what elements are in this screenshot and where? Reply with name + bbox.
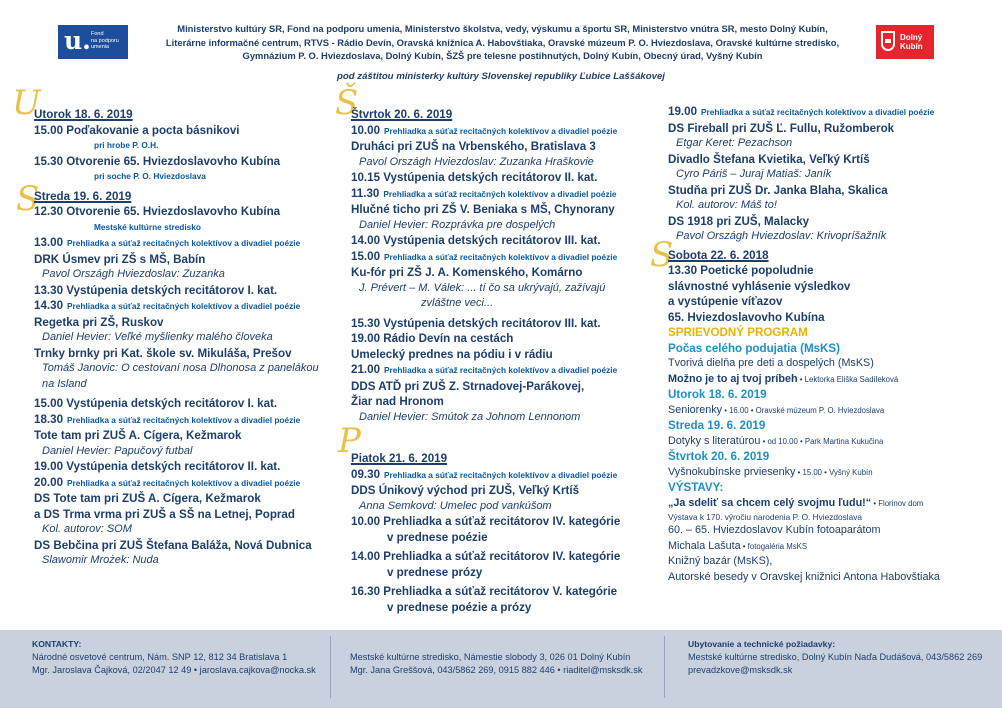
program-column-1 xyxy=(34,104,334,569)
program-line: slávnostné vyhlásenie výsledkov xyxy=(668,279,851,293)
program-line: DRK Úsmev pri ZŠ s MŠ, Babín xyxy=(34,252,206,266)
event-detail: • Lektorka Eliška Sadíleková xyxy=(797,374,899,384)
program-line: na Island xyxy=(42,377,87,390)
program-line: 60. – 65. Hviezdoslavov Kubín fotoaparátom xyxy=(668,524,881,536)
program-line: 10.00 Prehliadka a súťaž recitátorov IV. kategórie xyxy=(351,515,621,528)
program-line xyxy=(668,104,993,121)
program-line: Pavol Országh Hviezdoslav: Krivopríšažník xyxy=(676,230,887,242)
program-line xyxy=(34,235,334,252)
decorative-letter-s-icon: S xyxy=(650,235,674,275)
program-note: Prehliadka a súťaž recitačných kolektívov a divadiel poézie xyxy=(384,251,618,262)
program-line xyxy=(668,372,993,388)
program-note: Prehliadka a súťaž recitačných kolektívov a divadiel poézie xyxy=(67,414,301,425)
time: 10.00 xyxy=(351,123,381,137)
footer-divider xyxy=(330,636,331,698)
program-note: Prehliadka a súťaž recitačných kolektívov a divadiel poézie xyxy=(701,107,935,117)
program-line: v prednese prózy xyxy=(387,565,483,579)
program-line: 13.30 Poetické popoludnie xyxy=(668,264,814,277)
program-line: Pavol Országh Hviezdoslav: Zuzanka Hraškovie xyxy=(359,155,594,168)
program-line: SPRIEVODNÝ PROGRAM xyxy=(668,326,808,339)
footer-divider xyxy=(664,636,665,698)
program-line: DS 1918 pri ZUŠ, Malacky xyxy=(668,214,810,228)
program-line: Trnky brnky pri Kat. škole sv. Mikuláša, Prešov xyxy=(34,346,292,360)
program-line: Tvorivá dielňa pre deti a dospelých (MsKS) xyxy=(668,357,874,369)
program-line: 19.00 Rádio Devín na cestách xyxy=(351,332,514,345)
decorative-letter-u-icon: U xyxy=(12,83,41,123)
event-name: „Ja sdeliť sa chcem celý svojmu ľudu!“ xyxy=(668,496,872,509)
time: 14.30 xyxy=(34,299,64,312)
program-line: VÝSTAVY: xyxy=(668,481,724,494)
event-detail: • 16.00 • Oravské múzeum P. O. Hviezdoslava xyxy=(722,405,885,415)
program-line: 10.15 Vystúpenia detských recitátorov II. kat. xyxy=(351,171,598,184)
program-line: DDS Únikový východ pri ZUŠ, Veľký Krtíš xyxy=(351,484,580,497)
event-detail: • fotogaléria MsKS xyxy=(740,541,808,551)
program-line xyxy=(351,249,661,266)
program-line xyxy=(34,298,334,315)
day-heading: Utorok 18. 6. 2019 xyxy=(34,108,133,121)
program-line: Etgar Keret: Pezachson xyxy=(676,137,793,149)
event-name: Vyšnokubínske prviesenky xyxy=(668,465,796,478)
program-line xyxy=(351,123,661,140)
program-note: Prehliadka a súťaž recitačných kolektívov a divadiel poézie xyxy=(384,125,618,136)
event-name: Michala Lašuta xyxy=(668,539,741,552)
footer-contacts-left: KONTAKTY: Národné osvetové centrum, Nám. SNP 12, 812 34 Bratislava 1 Mgr. Jaroslava Čajková, 02/2047 12 49 • jaroslava.cajkova@nocka.sk xyxy=(32,639,316,675)
program-line xyxy=(668,434,993,450)
program-line: 14.00 Vystúpenia detských recitátorov III. kat. xyxy=(351,234,601,247)
program-line: 15.00 Poďakovanie a pocta básnikovi xyxy=(34,123,240,137)
program-line: Daniel Hevier: Veľké myšlienky malého človeka xyxy=(42,331,273,343)
program-line: Počas celého podujatia (MsKS) xyxy=(668,341,841,355)
program-line: Umelecký prednes na pódiu i v rádiu xyxy=(351,347,553,361)
program-line: Žiar nad Hronom xyxy=(351,395,444,408)
time: 11.30 xyxy=(351,186,380,200)
program-line: pri soche P. O. Hviezdoslava xyxy=(94,171,206,181)
decorative-letter-s-icon: S xyxy=(16,179,40,219)
program-note: Prehliadka a súťaž recitačných kolektívov a divadiel poézie xyxy=(383,188,617,199)
program-line: Pavol Országh Hviezdoslav: Zuzanka xyxy=(42,268,225,280)
footer-contacts xyxy=(0,630,1002,708)
program-line: 14.00 Prehliadka a súťaž recitátorov IV. kategórie xyxy=(351,550,621,563)
program-line: Anna Semkovd: Umelec pod vankúšom xyxy=(359,499,552,512)
program-line: Tomáš Janovic: O cestovaní nosa Dlhonosa z panelákou xyxy=(42,362,319,374)
program-line: Daniel Hevier: Papučový futbal xyxy=(42,444,193,457)
program-line: 65. Hviezdoslavovho Kubína xyxy=(668,310,825,324)
program-line xyxy=(351,362,661,379)
program-line: Cyro Páriš – Juraj Matiaš: Janík xyxy=(676,168,832,180)
day-heading: Sobota 22. 6. 2018 xyxy=(668,248,769,262)
program-line: Streda 19. 6. 2019 xyxy=(668,419,766,432)
day-heading: Streda 19. 6. 2019 xyxy=(34,189,132,203)
time: 18.30 xyxy=(34,412,64,426)
program-line xyxy=(668,465,993,481)
program-line: Slawomir Mrożek: Nuda xyxy=(42,554,159,566)
event-detail: • 15.00 • Vyšný Kubín xyxy=(795,467,873,477)
program-line: Regetka pri ZŠ, Ruskov xyxy=(34,315,164,329)
program-line xyxy=(34,475,334,492)
program-line: DS Tote tam pri ZUŠ A. Cígera, Kežmarok xyxy=(34,492,261,505)
program-line: Ku-fór pri ZŠ J. A. Komenského, Komárno xyxy=(351,266,583,279)
footer-contacts-middle: Mestské kultúrne stredisko, Námestie slobody 3, 026 01 Dolný Kubín Mgr. Jana Greššová, 043/5862 269, 0915 882 446 • riaditel@msksdk.sk xyxy=(350,652,643,675)
logo-text: Dolný Kubín xyxy=(900,33,923,51)
program-line: v prednese poézie a prózy xyxy=(387,600,532,614)
program-line: v prednese poézie xyxy=(387,530,488,544)
program-line: a DS Trma vrma pri ZUŠ a SŠ na Letnej, Poprad xyxy=(34,507,295,521)
program-line: Utorok 18. 6. 2019 xyxy=(668,388,767,401)
crest-icon xyxy=(881,31,895,51)
program-line: Hlučné ticho pri ZŠ V. Beniaka s MŠ, Chynorany xyxy=(351,203,615,216)
program-line: J. Prévert – M. Válek: ... tí čo sa ukrývajú, zažívajú xyxy=(359,281,606,294)
program-line: 12.30 Otvorenie 65. Hviezdoslavovho Kubína xyxy=(34,205,281,218)
program-note: Prehliadka a súťaž recitačných kolektívov a divadiel poézie xyxy=(384,469,618,480)
event-detail: • Florinov dom xyxy=(871,498,924,508)
time: 13.00 xyxy=(34,236,64,249)
program-line: Štvrtok 20. 6. 2019 xyxy=(668,450,770,463)
program-column-2 xyxy=(351,104,661,615)
program-line: DS Fireball pri ZUŠ Ľ. Fullu, Ružomberok xyxy=(668,121,895,135)
event-name: Seniorenky xyxy=(668,403,723,416)
program-line: DS Bebčina pri ZUŠ Štefana Baláža, Nová Dubnica xyxy=(34,538,312,552)
program-note: Prehliadka a súťaž recitačných kolektívov a divadiel poézie xyxy=(67,238,301,248)
program-line: 19.00 Vystúpenia detských recitátorov II. kat. xyxy=(34,460,281,473)
program-line xyxy=(351,467,661,484)
program-line: Druháci pri ZUŠ na Vrbenského, Bratislava 3 xyxy=(351,140,596,153)
header xyxy=(0,0,1002,90)
logo-letter: u. xyxy=(64,26,91,55)
program-note: Prehliadka a súťaž recitačných kolektívov a divadiel poézie xyxy=(67,301,301,311)
decorative-letter-s-icon: Š xyxy=(335,83,359,123)
footer-contacts-right: Ubytovanie a technické požiadavky: Mestské kultúrne stredisko, Dolný Kubín Naďa Dudášová, 043/5862 269 prevadzkove@msksdk.sk xyxy=(688,639,983,675)
program-line xyxy=(34,412,334,429)
time: 19.00 xyxy=(668,105,698,118)
program-line xyxy=(351,186,661,203)
program-note: Prehliadka a súťaž recitačných kolektívov a divadiel poézie xyxy=(384,365,618,375)
day-heading: Štvrtok 20. 6. 2019 xyxy=(351,108,453,121)
program-line: Tote tam pri ZUŠ A. Cígera, Kežmarok xyxy=(34,429,242,442)
program-line: 16.30 Prehliadka a súťaž recitátorov V. kategórie xyxy=(351,585,618,598)
program-note: Prehliadka a súťaž recitačných kolektívov a divadiel poézie xyxy=(67,477,301,488)
program-line xyxy=(668,496,993,512)
partners-list: Ministerstvo kultúry SR, Fond na podporu umenia, Ministerstvo školstva, vedy, výskumu a športu SR, Ministerstvo vnútra SR, mesto Dolný Kubín, Literárne informačné centrum, RTVS - Rádio Devín, Oravská knižnica A. Habovštiaka, Oravské múzeum P. O. Hviezdoslava, Oravské kultúrne stredisko, Gymnázium P. O. Hviezdoslava, Dolný Kubín, ŠZŠ pre telesne postihnutých, Dolný Kubín, Obecný úrad, Vyšný Kubín xyxy=(165,23,840,61)
program-line: Kol. autorov: Máš to! xyxy=(676,199,777,211)
program-line xyxy=(668,403,993,419)
program-line: Knižný bazár (MsKS), xyxy=(668,555,773,567)
program-line: Daniel Hevier: Smútok za Johnom Lennonom xyxy=(359,410,581,423)
program-line: Studňa pri ZUŠ Dr. Janka Blaha, Skalica xyxy=(668,183,888,197)
decorative-letter-p-icon: P xyxy=(338,421,361,461)
time: 09.30 xyxy=(351,467,381,481)
patronage-line: pod záštitou ministerky kultúry Slovenskej republiky Ľubice Laššákovej xyxy=(337,71,665,82)
day-heading: Piatok 21. 6. 2019 xyxy=(351,452,448,465)
program-line: a vystúpenie víťazov xyxy=(668,295,783,308)
event-detail: • od 10.00 • Park Martina Kukučina xyxy=(760,436,884,446)
program-line: Mestské kultúrne stredisko xyxy=(94,221,201,232)
program-line: 13.30 Vystúpenia detských recitátorov I. kat. xyxy=(34,283,278,297)
program-line xyxy=(668,539,993,555)
program-line: pri hrobe P. O.H. xyxy=(94,140,159,150)
program-line: DDS ATĎ pri ZUŠ Z. Strnadovej-Parákovej, xyxy=(351,379,585,393)
program-line: 15.30 Otvorenie 65. Hviezdoslavovho Kubína xyxy=(34,154,281,168)
program-line: Kol. autorov: SOM xyxy=(42,523,132,535)
program-line: 15.00 Vystúpenia detských recitátorov I. kat. xyxy=(34,397,278,410)
program-column-3 xyxy=(668,104,993,585)
time: 20.00 xyxy=(34,475,64,489)
logo-text: Fond na podporu umenia xyxy=(91,31,119,50)
program-line: 15.30 Vystúpenia detských recitátorov III. kat. xyxy=(351,316,601,330)
program-line: zvláštne veci... xyxy=(421,297,494,309)
event-name: Dotyky s literatúrou xyxy=(668,434,761,447)
program-line: Divadlo Štefana Kvietika, Veľký Krtíš xyxy=(668,152,870,166)
time: 15.00 xyxy=(351,249,381,263)
program-line: Výstava k 170. výročiu narodenia P. O. Hviezdoslava xyxy=(668,512,863,522)
dolny-kubin-logo xyxy=(876,25,934,59)
program-line: Daniel Hevier: Rozprávka pre dospelých xyxy=(359,218,556,231)
fond-na-podporu-umenia-logo xyxy=(58,25,128,59)
time: 21.00 xyxy=(351,363,381,376)
event-name: Možno je to aj tvoj príbeh xyxy=(668,372,798,385)
program-line: Autorské besedy v Oravskej knižnici Antona Habovštiaka xyxy=(668,570,940,583)
